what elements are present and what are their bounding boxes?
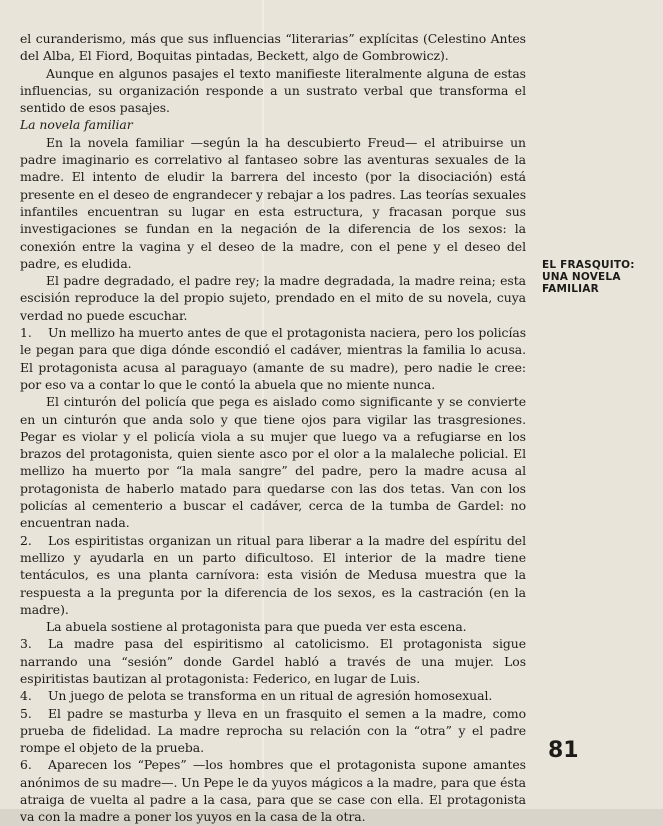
item-text: Un juego de pelota se transforma en un ritual de agresión homosexual. [48,688,493,704]
section-title: La novela familiar [20,117,133,133]
body-text [20,30,526,826]
item-number: 5. [20,705,32,721]
item-number: 6. [20,757,32,773]
paragraph: El cinturón del policía que pega es aislado como significante y se convierte en un cinturón que anda solo y que tiene ojos para vigilar las trasgresiones. Pegar es violar y el policía viola a su mujer que luego va a refugiarse en los brazos del protagonista, quien siente asco por el olor a la malaleche policial. El mellizo ha muerto por “la mala sangre” del padre, pero la madre acusa al protagonista de haberlo matado para quedarse con las dos tetas. Van con los policías al cementerio a buscar el cadáver, cerca de la tumba de Gardel: no encuentran nada. [20,394,526,531]
paragraph: La abuela sostiene al protagonista para que pueda ver esta escena. [46,619,467,635]
list-item [20,687,526,704]
list-item [20,705,526,757]
page-number: 81 [548,738,579,763]
paragraph: Aunque en algunos pasajes el texto manifieste literalmente alguna de estas influencias, su organización responde a un sustrato verbal que transforma el sentido de esos pasajes. [20,65,526,116]
item-text: Un mellizo ha muerto antes de que el protagonista naciera, pero los policías le pegan para que diga dónde escondió el cadáver, mientras la familia lo acusa. El protagonista acusa al paraguayo (amante de su madre), pero nadie le cree: por eso va a contar lo que le contó la abuela que no miente nunca. [20,325,526,392]
list-item [20,635,526,687]
paragraph: El padre degradado, el padre rey; la madre degradada, la madre reina; esta escisión reproduce la del propio sujeto, prendado en el mito de su novela, cuya verdad no puede escuchar. [20,273,526,323]
item-text: La madre pasa del espiritismo al catolicismo. El protagonista sigue narrando una “sesión” donde Gardel habló a través de una mujer. Los espiritistas bautizan al protagonista: Federico, en lugar de Luis. [20,636,526,686]
item-text: Aparecen los “Pepes” —los hombres que el protagonista supone amantes anónimos de su madre—. Un Pepe le da yuyos mágicos a la madre, para que ésta atraiga de vuelta al padre a la casa, para que se case con ella. El protagonista va con la madre a poner los yuyos en la casa de la otra. [20,757,526,825]
item-number: 3. [20,636,32,652]
item-text: Los espiritistas organizan un ritual para liberar a la madre del espíritu del mellizo y ayudarla en un parto dificultoso. El interior de la madre tiene tentáculos, es una planta carnívora: esta visión de Medusa muestra que la respuesta a la pregunta por la diferencia de los sexos, es la castración (en la madre). [20,532,526,617]
item-text: El padre se masturba y lleva en un frasquito el semen a la madre, como prueba de fidelidad. La madre reprocha su relación con la “otra” y el padre rompe el objeto de la prueba. [20,705,526,756]
item-number: 4. [20,688,32,704]
list-item [20,324,526,393]
item-number: 2. [20,532,32,548]
list-item [20,756,526,825]
sidebar-heading: EL FRASQUITO: UNA NOVELA FAMILIAR [542,259,635,295]
list-item [20,532,526,618]
paragraph: En la novela familiar —según la ha descubierto Freud— el atribuirse un padre imaginario es correlativo al fantaseo sobre las aventuras sexuales de la madre. El intento de eludir la barrera del incesto (por la disociación) está presente en el deseo de engrandecer y rebajar a los padres. Las teorías sexuales infantiles encuentran su lugar en esta estructura, y fracasan porque sus investigaciones se fundan en la negación de la diferencia de los sexos: la conexión entre la vagina y el deseo de la madre, con el pene y el deseo del padre, es eludida. [20,134,526,271]
paragraph: el curanderismo, más que sus influencias “literarias” explícitas (Celestino Antes del Alba, El Fiord, Boquitas pintadas, Beckett, algo de Gombrowicz). [20,31,526,64]
item-number: 1. [20,325,32,341]
